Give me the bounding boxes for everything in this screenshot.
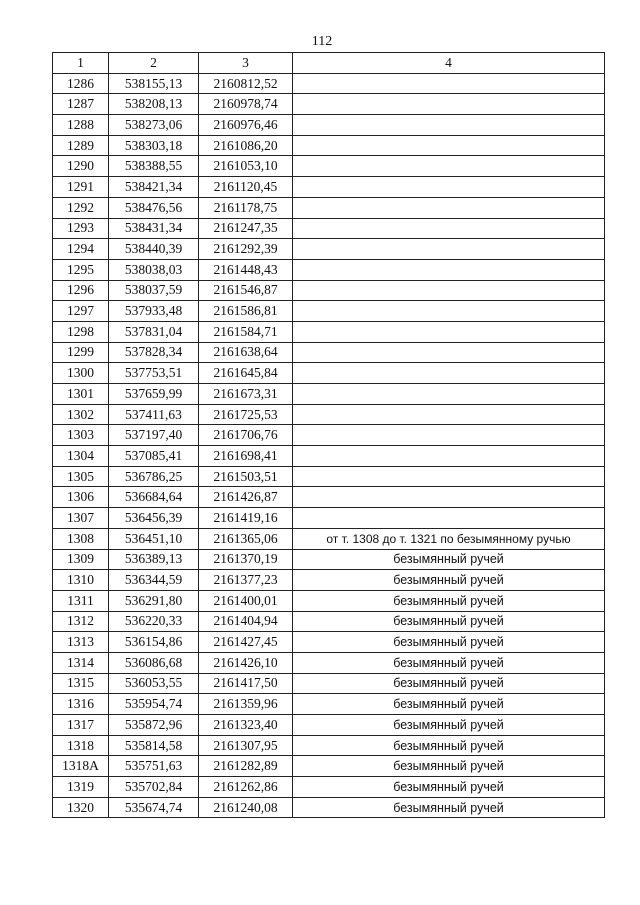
cell-description: безымянный ручей <box>293 694 605 715</box>
cell-y-coordinate: 2161178,75 <box>199 197 293 218</box>
table-row <box>53 425 605 446</box>
cell-x-coordinate: 538303,18 <box>109 135 199 156</box>
cell-point-number: 1294 <box>53 239 109 260</box>
cell-point-number: 1290 <box>53 156 109 177</box>
cell-x-coordinate: 537659,99 <box>109 384 199 405</box>
cell-x-coordinate: 536684,64 <box>109 487 199 508</box>
cell-description <box>293 115 605 136</box>
cell-description: безымянный ручей <box>293 797 605 818</box>
table-row <box>53 715 605 736</box>
table-row <box>53 115 605 136</box>
cell-x-coordinate: 536389,13 <box>109 549 199 570</box>
column-header-x: 2 <box>109 53 199 74</box>
cell-x-coordinate: 537831,04 <box>109 321 199 342</box>
cell-y-coordinate: 2161546,87 <box>199 280 293 301</box>
table-row <box>53 446 605 467</box>
table-row <box>53 156 605 177</box>
cell-description <box>293 508 605 529</box>
cell-x-coordinate: 536344,59 <box>109 570 199 591</box>
table-row <box>53 487 605 508</box>
cell-y-coordinate: 2160976,46 <box>199 115 293 136</box>
cell-description <box>293 301 605 322</box>
column-header-point: 1 <box>53 53 109 74</box>
cell-x-coordinate: 536456,39 <box>109 508 199 529</box>
cell-point-number: 1312 <box>53 611 109 632</box>
column-header-y: 3 <box>199 53 293 74</box>
table-row <box>53 735 605 756</box>
cell-y-coordinate: 2161503,51 <box>199 466 293 487</box>
cell-point-number: 1291 <box>53 177 109 198</box>
cell-x-coordinate: 537828,34 <box>109 342 199 363</box>
cell-y-coordinate: 2160812,52 <box>199 73 293 94</box>
table-row <box>53 280 605 301</box>
cell-y-coordinate: 2160978,74 <box>199 94 293 115</box>
cell-x-coordinate: 538038,03 <box>109 259 199 280</box>
cell-description <box>293 363 605 384</box>
cell-y-coordinate: 2161365,06 <box>199 528 293 549</box>
table-row <box>53 549 605 570</box>
cell-y-coordinate: 2161426,87 <box>199 487 293 508</box>
cell-description <box>293 156 605 177</box>
cell-point-number: 1311 <box>53 590 109 611</box>
cell-x-coordinate: 536220,33 <box>109 611 199 632</box>
cell-description <box>293 425 605 446</box>
cell-x-coordinate: 538388,55 <box>109 156 199 177</box>
cell-x-coordinate: 537753,51 <box>109 363 199 384</box>
table-row <box>53 611 605 632</box>
table-row <box>53 797 605 818</box>
cell-point-number: 1318 <box>53 735 109 756</box>
cell-point-number: 1289 <box>53 135 109 156</box>
cell-y-coordinate: 2161584,71 <box>199 321 293 342</box>
column-header-description: 4 <box>293 53 605 74</box>
table-row <box>53 632 605 653</box>
table-body <box>53 73 605 818</box>
page-number: 112 <box>311 34 333 49</box>
table-row <box>53 259 605 280</box>
table-row <box>53 135 605 156</box>
cell-x-coordinate: 538273,06 <box>109 115 199 136</box>
table-row <box>53 73 605 94</box>
cell-description <box>293 259 605 280</box>
cell-point-number: 1296 <box>53 280 109 301</box>
cell-x-coordinate: 536053,55 <box>109 673 199 694</box>
cell-y-coordinate: 2161323,40 <box>199 715 293 736</box>
cell-y-coordinate: 2161086,20 <box>199 135 293 156</box>
table-row <box>53 777 605 798</box>
cell-point-number: 1307 <box>53 508 109 529</box>
table-row <box>53 177 605 198</box>
cell-point-number: 1319 <box>53 777 109 798</box>
cell-x-coordinate: 536291,80 <box>109 590 199 611</box>
cell-x-coordinate: 535954,74 <box>109 694 199 715</box>
cell-point-number: 1315 <box>53 673 109 694</box>
cell-description <box>293 342 605 363</box>
table-row <box>53 239 605 260</box>
cell-point-number: 1295 <box>53 259 109 280</box>
cell-y-coordinate: 2161262,86 <box>199 777 293 798</box>
cell-description <box>293 218 605 239</box>
cell-description <box>293 177 605 198</box>
cell-y-coordinate: 2161282,89 <box>199 756 293 777</box>
coordinates-table <box>52 52 605 818</box>
cell-point-number: 1297 <box>53 301 109 322</box>
cell-x-coordinate: 536786,25 <box>109 466 199 487</box>
cell-description <box>293 404 605 425</box>
cell-description: безымянный ручей <box>293 652 605 673</box>
table-row <box>53 218 605 239</box>
cell-point-number: 1318А <box>53 756 109 777</box>
cell-x-coordinate: 537197,40 <box>109 425 199 446</box>
cell-point-number: 1299 <box>53 342 109 363</box>
cell-y-coordinate: 2161247,35 <box>199 218 293 239</box>
cell-description <box>293 280 605 301</box>
cell-point-number: 1306 <box>53 487 109 508</box>
cell-description <box>293 321 605 342</box>
cell-description <box>293 73 605 94</box>
cell-y-coordinate: 2161120,45 <box>199 177 293 198</box>
cell-y-coordinate: 2161359,96 <box>199 694 293 715</box>
cell-x-coordinate: 535872,96 <box>109 715 199 736</box>
table-row <box>53 404 605 425</box>
cell-x-coordinate: 538431,34 <box>109 218 199 239</box>
table-row <box>53 94 605 115</box>
cell-point-number: 1316 <box>53 694 109 715</box>
cell-y-coordinate: 2161370,19 <box>199 549 293 570</box>
cell-description: безымянный ручей <box>293 715 605 736</box>
cell-x-coordinate: 538476,56 <box>109 197 199 218</box>
table-row <box>53 570 605 591</box>
cell-point-number: 1305 <box>53 466 109 487</box>
cell-point-number: 1288 <box>53 115 109 136</box>
table-row <box>53 590 605 611</box>
cell-y-coordinate: 2161638,64 <box>199 342 293 363</box>
cell-y-coordinate: 2161307,95 <box>199 735 293 756</box>
cell-point-number: 1302 <box>53 404 109 425</box>
cell-y-coordinate: 2161404,94 <box>199 611 293 632</box>
cell-point-number: 1287 <box>53 94 109 115</box>
cell-x-coordinate: 535702,84 <box>109 777 199 798</box>
cell-point-number: 1286 <box>53 73 109 94</box>
cell-description: безымянный ручей <box>293 590 605 611</box>
table-row <box>53 301 605 322</box>
cell-x-coordinate: 537411,63 <box>109 404 199 425</box>
table-row <box>53 528 605 549</box>
cell-point-number: 1298 <box>53 321 109 342</box>
cell-y-coordinate: 2161417,50 <box>199 673 293 694</box>
table-row <box>53 342 605 363</box>
cell-point-number: 1310 <box>53 570 109 591</box>
cell-point-number: 1308 <box>53 528 109 549</box>
cell-x-coordinate: 536086,68 <box>109 652 199 673</box>
cell-x-coordinate: 538155,13 <box>109 73 199 94</box>
table-row <box>53 694 605 715</box>
cell-point-number: 1309 <box>53 549 109 570</box>
table-row <box>53 756 605 777</box>
cell-x-coordinate: 535674,74 <box>109 797 199 818</box>
cell-x-coordinate: 537085,41 <box>109 446 199 467</box>
cell-description: от т. 1308 до т. 1321 по безымянному ручью <box>293 528 605 549</box>
cell-x-coordinate: 535814,58 <box>109 735 199 756</box>
cell-description <box>293 446 605 467</box>
cell-point-number: 1292 <box>53 197 109 218</box>
cell-y-coordinate: 2161377,23 <box>199 570 293 591</box>
cell-y-coordinate: 2161448,43 <box>199 259 293 280</box>
cell-y-coordinate: 2161400,01 <box>199 590 293 611</box>
table-row <box>53 673 605 694</box>
cell-description: безымянный ручей <box>293 673 605 694</box>
cell-description <box>293 239 605 260</box>
table-row <box>53 321 605 342</box>
cell-x-coordinate: 538037,59 <box>109 280 199 301</box>
table-row <box>53 384 605 405</box>
cell-y-coordinate: 2161645,84 <box>199 363 293 384</box>
cell-x-coordinate: 535751,63 <box>109 756 199 777</box>
cell-point-number: 1320 <box>53 797 109 818</box>
cell-description: безымянный ручей <box>293 611 605 632</box>
cell-x-coordinate: 536451,10 <box>109 528 199 549</box>
cell-point-number: 1317 <box>53 715 109 736</box>
cell-x-coordinate: 538440,39 <box>109 239 199 260</box>
cell-x-coordinate: 538208,13 <box>109 94 199 115</box>
cell-y-coordinate: 2161426,10 <box>199 652 293 673</box>
cell-description <box>293 135 605 156</box>
cell-point-number: 1303 <box>53 425 109 446</box>
table-row <box>53 508 605 529</box>
cell-description <box>293 197 605 218</box>
cell-point-number: 1314 <box>53 652 109 673</box>
table-row <box>53 652 605 673</box>
cell-description: безымянный ручей <box>293 756 605 777</box>
cell-x-coordinate: 538421,34 <box>109 177 199 198</box>
cell-point-number: 1293 <box>53 218 109 239</box>
cell-point-number: 1304 <box>53 446 109 467</box>
cell-y-coordinate: 2161586,81 <box>199 301 293 322</box>
cell-description: безымянный ручей <box>293 777 605 798</box>
cell-y-coordinate: 2161292,39 <box>199 239 293 260</box>
cell-y-coordinate: 2161725,53 <box>199 404 293 425</box>
table-row <box>53 466 605 487</box>
cell-x-coordinate: 536154,86 <box>109 632 199 653</box>
cell-description <box>293 487 605 508</box>
cell-y-coordinate: 2161673,31 <box>199 384 293 405</box>
cell-point-number: 1300 <box>53 363 109 384</box>
cell-description: безымянный ручей <box>293 549 605 570</box>
cell-x-coordinate: 537933,48 <box>109 301 199 322</box>
table-row <box>53 363 605 384</box>
cell-description: безымянный ручей <box>293 570 605 591</box>
cell-y-coordinate: 2161053,10 <box>199 156 293 177</box>
cell-description: безымянный ручей <box>293 735 605 756</box>
cell-y-coordinate: 2161698,41 <box>199 446 293 467</box>
cell-point-number: 1301 <box>53 384 109 405</box>
cell-point-number: 1313 <box>53 632 109 653</box>
cell-y-coordinate: 2161427,45 <box>199 632 293 653</box>
cell-description <box>293 466 605 487</box>
table-row <box>53 197 605 218</box>
cell-description <box>293 94 605 115</box>
cell-y-coordinate: 2161419,16 <box>199 508 293 529</box>
cell-description: безымянный ручей <box>293 632 605 653</box>
table-header-row <box>53 53 605 74</box>
cell-y-coordinate: 2161706,76 <box>199 425 293 446</box>
cell-description <box>293 384 605 405</box>
cell-y-coordinate: 2161240,08 <box>199 797 293 818</box>
